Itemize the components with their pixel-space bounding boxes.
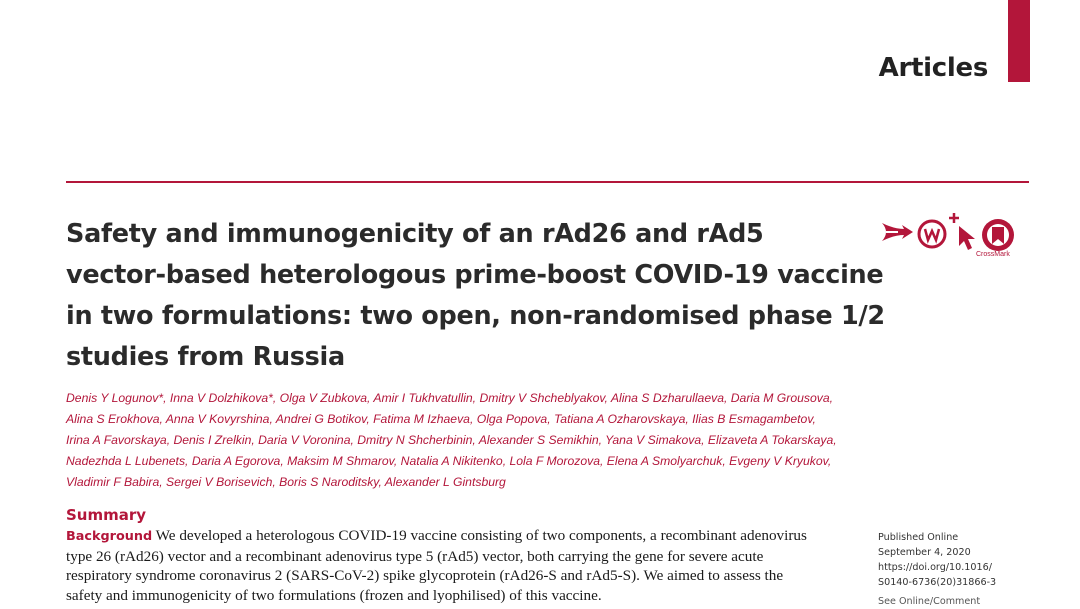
doi-link-line2[interactable]: S0140-6736(20)31866-3 [878, 577, 997, 588]
doi-link-line1[interactable]: https://doi.org/10.1016/ [878, 562, 992, 573]
section-color-tab [1008, 0, 1030, 82]
header-rule [66, 181, 1029, 183]
author-line: Vladimir F Babira, Sergei V Borisevich, Boris S Naroditsky, Alexander L Gintsburg [66, 475, 506, 489]
author-line: Irina A Favorskaya, Denis I Zrelkin, Daria V Voronina, Dmitry N Shcherbinin, Alexander S Semikhin, Yana V Simakova, Elizaveta A Tokarskaya, [66, 433, 837, 447]
lancet-arrow-icon[interactable] [880, 219, 914, 245]
section-label: Articles [878, 53, 988, 83]
author-line: Alina S Erokhova, Anna V Kovyrshina, Andrei G Botikov, Fatima M Izhaeva, Olga Popova, Tatiana A Ozharovskaya, Ilias B Esmagambetov, [66, 412, 816, 426]
background-text: We developed a heterologous COVID-19 vaccine consisting of two components, a recombinant adenovirus [155, 527, 807, 544]
publication-sidebar [878, 530, 1028, 609]
see-also-link[interactable]: See Online/Comment [878, 596, 981, 607]
author-line: Nadezhda L Lubenets, Daria A Egorova, Maksim M Shmarov, Natalia A Nikitenko, Lola F Morozova, Elena A Smolyarchuk, Evgeny V Kryukov, [66, 454, 832, 468]
background-paragraph [66, 526, 866, 605]
background-line [66, 526, 866, 547]
title-line: vector-based heterologous prime-boost COVID-19 vaccine [66, 260, 884, 290]
title-line: in two formulations: two open, non-randomised phase 1/2 [66, 301, 885, 331]
article-title [66, 214, 885, 378]
crossmark-icon[interactable] [980, 217, 1016, 253]
web-at-icon[interactable] [916, 217, 950, 249]
background-line: safety and immunogenicity of two formulations (frozen and lyophilised) of this vaccine. [66, 586, 602, 604]
published-date: September 4, 2020 [878, 547, 971, 558]
author-line: Denis Y Logunov*, Inna V Dolzhikova*, Olga V Zubkova, Amir I Tukhvatullin, Dmitry V Shcheblyakov, Alina S Dzharullaeva, Daria M Grousova, [66, 391, 834, 405]
summary-heading: Summary [66, 506, 147, 524]
crossmark-caption: CrossMark [976, 251, 1010, 258]
author-list [66, 388, 866, 493]
pointer-plus-icon[interactable] [948, 213, 978, 253]
title-line: studies from Russia [66, 342, 345, 372]
background-line: type 26 (rAd26) vector and a recombinant adenovirus type 5 (rAd5) vector, both carrying the gene for severe acute [66, 547, 764, 565]
background-label: Background [66, 529, 153, 544]
published-label: Published Online [878, 532, 959, 543]
background-line: respiratory syndrome coronavirus 2 (SARS-CoV-2) spike glycoprotein (rAd26-S and rAd5-S). We aimed to assess the [66, 567, 784, 584]
title-line: Safety and immunogenicity of an rAd26 and rAd5 [66, 219, 764, 249]
